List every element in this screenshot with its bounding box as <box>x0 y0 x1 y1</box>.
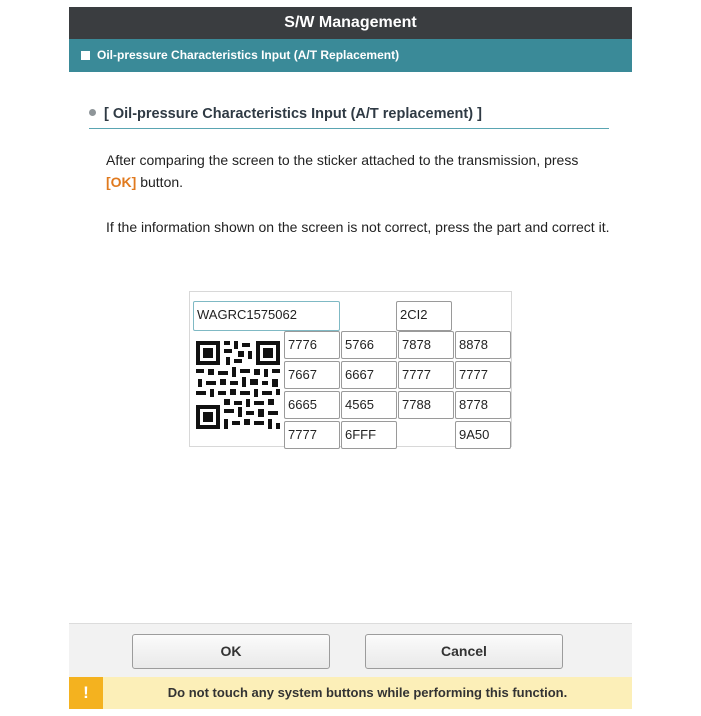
code-cell-r4c2[interactable]: 6FFF <box>341 421 397 449</box>
warning-bar <box>69 677 632 709</box>
serial-number-field[interactable]: WAGRC1575062 <box>193 301 340 331</box>
code-cell-r2c1[interactable]: 7667 <box>284 361 340 389</box>
code-cell-r3c1[interactable]: 6665 <box>284 391 340 419</box>
action-button-bar <box>69 623 632 677</box>
qr-code-icon <box>194 339 282 431</box>
code-cell-r1c4[interactable]: 8878 <box>455 331 511 359</box>
code-cell-r4c1[interactable]: 7777 <box>284 421 340 449</box>
subheader-label: Oil-pressure Characteristics Input (A/T Replacement) <box>97 48 400 62</box>
code-cell-r2c3[interactable]: 7777 <box>398 361 454 389</box>
code-cell-r4c4[interactable]: 9A50 <box>455 421 511 449</box>
transmission-sticker-panel <box>189 291 512 447</box>
section-title-text: [ Oil-pressure Characteristics Input (A/T replacement) ] <box>104 106 482 122</box>
bullet-dot-icon <box>89 109 96 116</box>
code-field-top[interactable]: 2CI2 <box>396 301 452 331</box>
ok-key-highlight: [OK] <box>106 174 137 190</box>
warning-exclamation-icon: ! <box>69 677 103 709</box>
instruction-text-b: button. <box>136 174 184 190</box>
code-cell-r1c1[interactable]: 7776 <box>284 331 340 359</box>
subheader-bar <box>69 39 632 72</box>
code-cell-r2c2[interactable]: 6667 <box>341 361 397 389</box>
instruction-paragraph-1 <box>106 149 616 193</box>
square-bullet-icon <box>81 51 90 60</box>
section-heading <box>89 103 609 129</box>
ok-button[interactable]: OK <box>132 634 330 669</box>
sw-management-window <box>69 7 632 709</box>
code-cell-r3c4[interactable]: 8778 <box>455 391 511 419</box>
window-title: S/W Management <box>69 7 632 39</box>
code-cell-r2c4[interactable]: 7777 <box>455 361 511 389</box>
code-cell-r3c3[interactable]: 7788 <box>398 391 454 419</box>
code-cell-r1c2[interactable]: 5766 <box>341 331 397 359</box>
instruction-paragraph-2: If the information shown on the screen is not correct, press the part and correct it. <box>106 219 610 235</box>
code-cell-r3c2[interactable]: 4565 <box>341 391 397 419</box>
warning-text: Do not touch any system buttons while performing this function. <box>167 685 568 700</box>
instruction-text-a: After comparing the screen to the sticker attached to the transmission, press <box>106 152 579 168</box>
cancel-button[interactable]: Cancel <box>365 634 563 669</box>
code-cell-r1c3[interactable]: 7878 <box>398 331 454 359</box>
